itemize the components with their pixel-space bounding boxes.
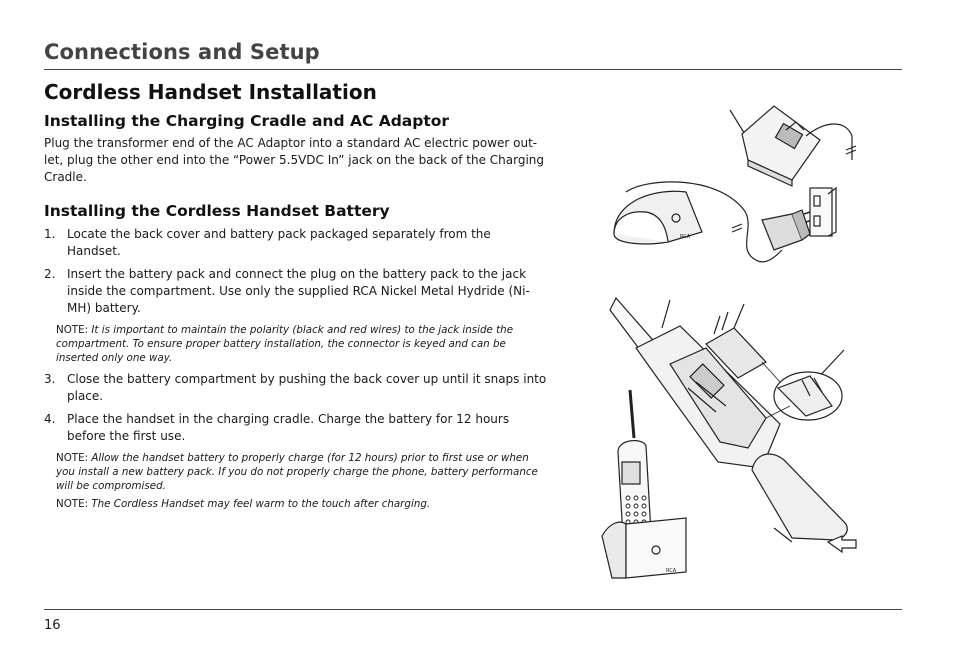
text-column: [44, 112, 548, 515]
note-text: The Cordless Handset may feel warm to the touch after charging.: [91, 498, 431, 510]
cradle-logo-small: RCA: [666, 568, 677, 574]
battery-steps: [44, 226, 548, 317]
page-heading: Cordless Handset Installation: [44, 80, 377, 104]
note-polarity: [56, 323, 548, 365]
step-text: Locate the back cover and battery pack packaged separately from the Handset.: [67, 227, 491, 258]
footer-divider: [44, 609, 902, 610]
section-title: Connections and Setup: [44, 40, 320, 64]
charging-body: Plug the transformer end of the AC Adaptor into a standard AC electric power out- let, plug the other end into the “Power 5.5VDC In” jack on the back of the Charging Cradle.: [44, 136, 545, 184]
note-label: NOTE:: [56, 452, 89, 464]
handset-battery-illustration: [596, 292, 860, 584]
step-text: Insert the battery pack and connect the plug on the battery pack to the jack inside the compartment. Use only the supplied RCA Nickel Metal Hydride (Ni-MH) battery.: [67, 267, 530, 315]
step-2: [44, 266, 548, 317]
cradle-adaptor-illustration: [606, 100, 856, 290]
step-number: 2.: [44, 267, 56, 281]
note-text: It is important to maintain the polarity (black and red wires) to the jack inside the compartment. To ensure proper battery installation, the connector is keyed and can be inserted only one way.: [56, 324, 514, 364]
header-divider: [44, 69, 902, 70]
step-3: [44, 371, 548, 405]
note-charge-time: [56, 451, 548, 493]
step-text: Close the battery compartment by pushing the back cover up until it snaps into place.: [67, 372, 547, 403]
cradle-logo: RCA: [680, 234, 691, 240]
note-text: Allow the handset battery to properly charge (for 12 hours) prior to first use or when you install a new battery pack. If you do not properly charge the phone, battery performance will be compromised.: [56, 452, 538, 492]
battery-heading: Installing the Cordless Handset Battery: [44, 202, 390, 220]
note-label: NOTE:: [56, 324, 89, 336]
note-warm: [56, 497, 548, 511]
charging-heading: Installing the Charging Cradle and AC Adaptor: [44, 112, 450, 130]
step-text: Place the handset in the charging cradle. Charge the battery for 12 hours before the first use.: [67, 412, 510, 443]
step-number: 4.: [44, 412, 56, 426]
step-1: [44, 226, 548, 260]
step-4: [44, 411, 548, 445]
battery-steps-continued: [44, 371, 548, 445]
page-number: 16: [44, 618, 61, 633]
note-label: NOTE:: [56, 498, 89, 510]
step-number: 3.: [44, 372, 56, 386]
step-number: 1.: [44, 227, 56, 241]
